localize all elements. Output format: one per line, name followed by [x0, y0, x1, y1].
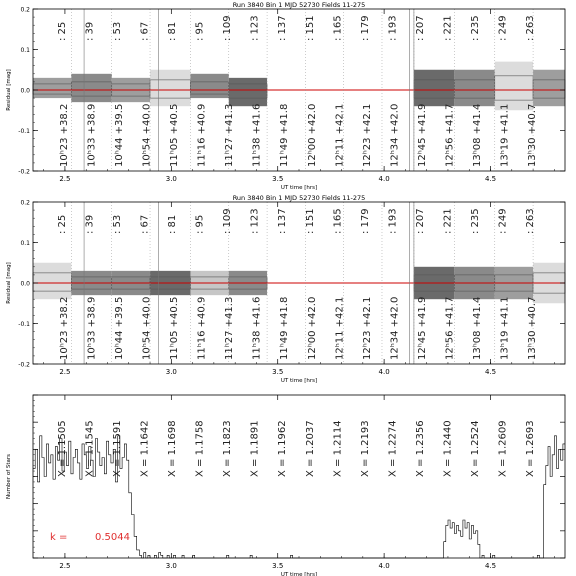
y-tick-label: 0.0 [20, 280, 30, 288]
airmass-label: X = 1.1545 [84, 420, 96, 477]
residual-bin [150, 70, 190, 106]
k-label: k = [50, 532, 68, 543]
y-tick-label: 0.2 [20, 6, 30, 14]
residual-panel-middle [6, 194, 565, 384]
radec-label: 13ʰ19 +41.1 [499, 296, 511, 360]
radec-label: 10ʰ33 +38.9 [86, 103, 98, 167]
x-tick-label: 3.0 [165, 175, 177, 183]
x-axis-label: UT time [hrs] [280, 572, 318, 576]
residual-bin [454, 70, 494, 106]
x-tick-label: 3.0 [165, 368, 177, 376]
y-tick-label: 0.1 [20, 240, 30, 247]
field-label: : 179 [359, 208, 371, 234]
field-label: : 25 [56, 214, 68, 234]
radec-label: 10ʰ44 +39.5 [113, 103, 125, 167]
x-tick-label: 3.0 [165, 562, 177, 570]
airmass-label: X = 1.1891 [249, 420, 261, 477]
star-count-panel [6, 395, 565, 576]
airmass-label: X = 1.2356 [414, 420, 426, 477]
residual-bin [229, 78, 267, 106]
radec-label: 12ʰ23 +42.1 [361, 103, 373, 167]
field-label: : 67 [139, 21, 151, 41]
field-label: : 151 [304, 15, 316, 41]
radec-label: 11ʰ38 +41.6 [251, 296, 263, 360]
y-tick-label: -0.2 [18, 361, 30, 369]
field-label: : 249 [497, 208, 509, 234]
radec-label: 10ʰ44 +39.5 [113, 296, 125, 360]
radec-label: 10ʰ23 +38.2 [58, 103, 70, 167]
field-label: : 137 [277, 208, 289, 234]
y-tick-label: -0.1 [18, 128, 30, 135]
airmass-label: X = 1.2037 [304, 420, 316, 477]
radec-label: 10ʰ54 +40.0 [141, 296, 153, 360]
residual-bin [71, 74, 111, 102]
field-label: : 165 [332, 15, 344, 41]
radec-label: 13ʰ19 +41.1 [499, 103, 511, 167]
airmass-label: X = 1.1642 [139, 420, 151, 477]
field-label: : 249 [497, 15, 509, 41]
field-label: : 221 [442, 15, 454, 41]
field-label: : 53 [111, 21, 123, 41]
airmass-label: X = 1.1505 [56, 420, 68, 477]
radec-label: 12ʰ45 +41.9 [416, 296, 428, 360]
airmass-label: X = 1.2524 [470, 420, 482, 477]
field-label: : 207 [414, 208, 426, 234]
airmass-label: X = 1.1758 [194, 420, 206, 477]
airmass-label: X = 1.1698 [167, 420, 179, 477]
radec-label: 10ʰ54 +40.0 [141, 103, 153, 167]
x-tick-label: 4.0 [378, 562, 390, 570]
radec-label: 11ʰ16 +40.9 [196, 296, 208, 360]
x-tick-label: 3.5 [272, 368, 284, 376]
field-label: : 193 [387, 208, 399, 234]
residual-bin [190, 74, 228, 98]
x-tick-label: 3.5 [272, 175, 284, 183]
field-label: : 207 [414, 15, 426, 41]
airmass-label: X = 1.2440 [442, 420, 454, 477]
residual-bin [414, 70, 454, 106]
field-label: : 263 [525, 15, 537, 41]
y-tick-label: -0.1 [18, 321, 30, 328]
radec-label: 13ʰ30 +40.7 [527, 296, 539, 360]
radec-label: 12ʰ56 +41.7 [444, 296, 456, 360]
field-label: : 165 [332, 208, 344, 234]
y-axis-label: Residual [mag] [6, 262, 12, 304]
radec-label: 11ʰ16 +40.9 [196, 103, 208, 167]
radec-label: 11ʰ05 +40.5 [169, 296, 181, 360]
airmass-label: X = 1.2609 [497, 420, 509, 477]
field-label: : 81 [167, 21, 179, 41]
airmass-label: X = 1.1823 [222, 420, 234, 477]
field-label: : 109 [222, 208, 234, 234]
residual-bin [495, 62, 533, 111]
field-label: : 95 [194, 21, 206, 41]
x-tick-label: 4.0 [378, 368, 390, 376]
field-label: : 193 [387, 15, 399, 41]
radec-label: 12ʰ11 +42.1 [334, 103, 346, 167]
x-tick-label: 2.5 [59, 562, 71, 570]
x-tick-label: 2.5 [59, 368, 71, 376]
y-axis-label: Residual [mag] [6, 69, 12, 111]
x-tick-label: 4.0 [378, 175, 390, 183]
field-label: : 123 [249, 208, 261, 234]
x-tick-label: 3.5 [272, 562, 284, 570]
field-label: : 95 [194, 214, 206, 234]
field-label: : 179 [359, 15, 371, 41]
y-tick-label: 0.1 [20, 47, 30, 54]
k-value: 0.5044 [95, 532, 130, 543]
radec-label: 13ʰ30 +40.7 [527, 103, 539, 167]
x-axis-label: UT time [hrs] [280, 185, 318, 191]
airmass-label: X = 1.2114 [332, 420, 344, 477]
chart-title: Run 3840 Bin 1 MJD 52730 Fields 11-275 [232, 1, 366, 9]
x-tick-label: 4.5 [484, 368, 497, 376]
y-tick-label: 0.2 [20, 199, 30, 207]
radec-label: 10ʰ23 +38.2 [58, 296, 70, 360]
radec-label: 11ʰ05 +40.5 [169, 103, 181, 167]
y-axis-label: Number of Stars [6, 453, 12, 500]
airmass-label: X = 1.2274 [387, 420, 399, 477]
radec-label: 12ʰ00 +42.0 [306, 296, 318, 360]
airmass-label: X = 1.2193 [359, 420, 371, 477]
y-tick-label: 0.0 [20, 87, 30, 95]
field-label: : 137 [277, 15, 289, 41]
radec-label: 12ʰ23 +42.1 [361, 296, 373, 360]
residual-panel-top [6, 1, 565, 191]
field-label: : 235 [470, 208, 482, 234]
radec-label: 11ʰ27 +41.3 [224, 296, 236, 360]
radec-label: 12ʰ11 +42.1 [334, 296, 346, 360]
radec-label: 12ʰ45 +41.9 [416, 103, 428, 167]
x-tick-label: 2.5 [59, 175, 71, 183]
residual-bin [533, 70, 565, 106]
y-tick-label: -0.2 [18, 168, 30, 176]
field-label: : 39 [84, 21, 96, 41]
radec-label: 12ʰ34 +42.0 [389, 296, 401, 360]
field-label: : 151 [304, 208, 316, 234]
x-tick-label: 4.5 [484, 562, 497, 570]
field-label: : 53 [111, 214, 123, 234]
field-label: : 235 [470, 15, 482, 41]
field-label: : 67 [139, 214, 151, 234]
residual-bin [33, 263, 71, 299]
x-tick-label: 4.5 [484, 175, 497, 183]
radec-label: 12ʰ56 +41.7 [444, 103, 456, 167]
airmass-label: X = 1.1591 [111, 420, 123, 477]
residual-bin [33, 78, 71, 98]
radec-label: 10ʰ33 +38.9 [86, 296, 98, 360]
radec-label: 12ʰ34 +42.0 [389, 103, 401, 167]
radec-label: 12ʰ00 +42.0 [306, 103, 318, 167]
airmass-label: X = 1.1962 [277, 420, 289, 477]
radec-label: 11ʰ49 +41.8 [279, 103, 291, 167]
radec-label: 11ʰ38 +41.6 [251, 103, 263, 167]
field-label: : 39 [84, 214, 96, 234]
x-axis-label: UT time [hrs] [280, 378, 318, 384]
radec-label: 13ʰ08 +41.4 [472, 296, 484, 360]
radec-label: 11ʰ27 +41.3 [224, 103, 236, 167]
radec-label: 13ʰ08 +41.4 [472, 103, 484, 167]
field-label: : 221 [442, 208, 454, 234]
chart-title: Run 3840 Bin 1 MJD 52730 Fields 11-275 [232, 194, 366, 202]
airmass-label: X = 1.2693 [525, 420, 537, 477]
field-label: : 123 [249, 15, 261, 41]
field-label: : 263 [525, 208, 537, 234]
field-label: : 25 [56, 21, 68, 41]
radec-label: 11ʰ49 +41.8 [279, 296, 291, 360]
field-label: : 109 [222, 15, 234, 41]
field-label: : 81 [167, 214, 179, 234]
